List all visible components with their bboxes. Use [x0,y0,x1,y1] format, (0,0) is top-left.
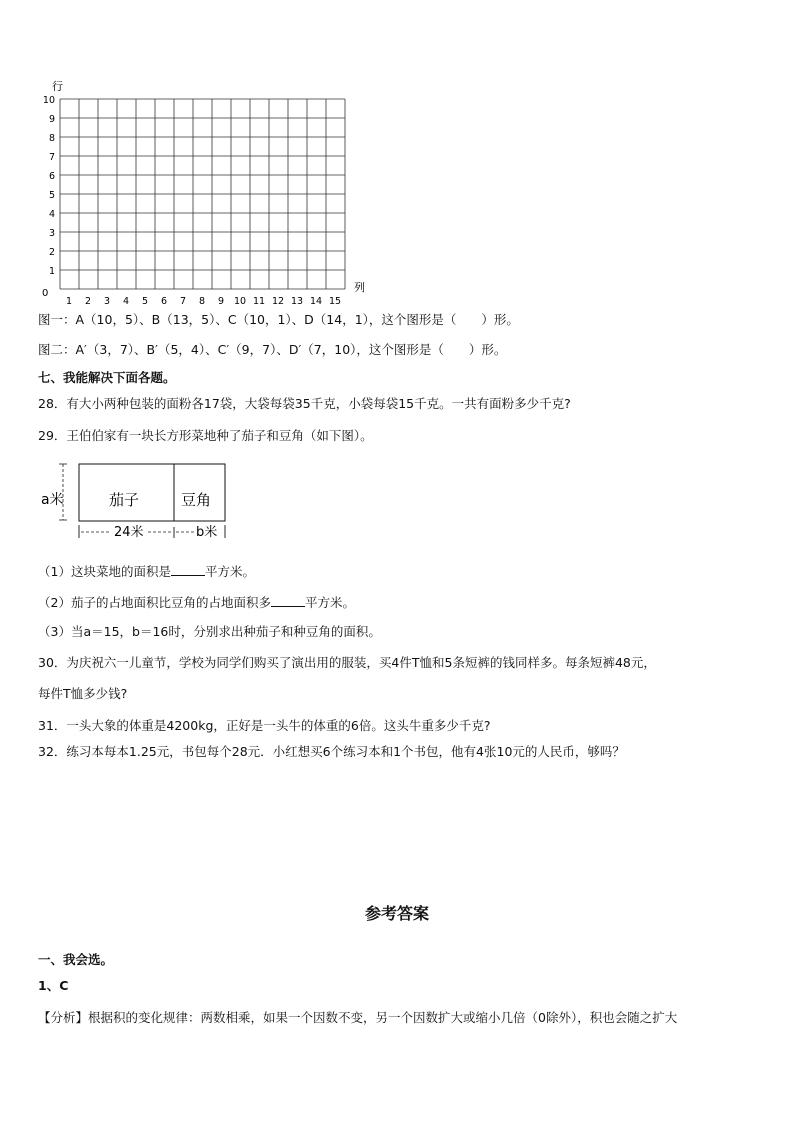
col-tick-label: 15 [328,296,342,304]
row-tick-label: 9 [48,114,55,125]
col-tick-label: 14 [309,296,323,304]
part-1-text: （1）这块菜地的面积是 [38,564,171,579]
answer-item-1: 1、C [38,978,69,993]
row-tick-label: 8 [48,133,55,144]
col-axis-label: 列 [354,281,365,294]
eggplant-plot-label: 茄子 [109,491,140,509]
question-30-line-1: 30．为庆祝六一儿童节，学校为同学们购买了演出用的服装，买4件T恤和5条短裤的钱同样多。每条短裤48元， [38,655,656,670]
part-1-unit: 平方米。 [204,564,255,579]
question-32: 32．练习本每本1.25元，书包每个28元．小红想买6个练习本和1个书包，他有4张10元的人民币，够吗？ [38,744,625,759]
vegetable-field-diagram [38,458,238,546]
row-axis-label: 行 [52,80,63,93]
col-tick-label: 9 [217,296,225,304]
question-29: 29．王伯伯家有一块长方形菜地种了茄子和豆角（如下图）。 [38,428,373,443]
answer-blank-2[interactable] [271,594,305,607]
figure-one-text: 图一：A（10，5）、B（13，5）、C（10，1）、D（14，1），这个图形是（ ）形。 [38,312,519,327]
col-tick-label: 10 [233,296,247,304]
col-tick-label: 1 [65,296,73,304]
question-29-part-1 [38,563,255,580]
row-tick-label: 10 [42,95,55,106]
answers-title: 参考答案 [364,904,429,923]
question-30-line-2: 每件T恤多少钱? [38,686,128,701]
answer-blank-1[interactable] [171,563,205,576]
col-tick-label: 3 [103,296,111,304]
col-tick-label: 7 [179,296,187,304]
bean-width-label: b米 [196,525,218,540]
col-tick-label: 4 [122,296,130,304]
col-tick-label: 5 [141,296,149,304]
question-28: 28．有大小两种包装的面粉各17袋，大袋每袋35千克，小袋每袋15千克。一共有面粉多少千克? [38,396,571,411]
eggplant-width-label: 24米 [114,525,144,540]
answers-section-one: 一、我会选。 [38,952,114,967]
question-29-part-2 [38,594,355,611]
row-tick-label: 2 [48,247,55,258]
grid-origin-label: 0 [42,288,49,299]
question-29-part-3: （3）当a＝15，b＝16时，分别求出种茄子和种豆角的面积。 [38,624,381,639]
bean-plot-label: 豆角 [181,491,212,509]
col-tick-label: 2 [84,296,92,304]
section-seven-heading: 七、我能解决下面各题。 [38,370,176,385]
row-tick-labels [43,95,55,277]
row-tick-label: 1 [48,266,55,277]
answer-analysis: 【分析】根据积的变化规律：两数相乘，如果一个因数不变，另一个因数扩大或缩小几倍（0除外），积也会随之扩大 [38,1010,678,1025]
col-tick-labels [66,296,341,304]
grid-lines [60,99,345,289]
part-2-unit: 平方米。 [304,595,355,610]
row-tick-label: 3 [48,228,55,239]
col-tick-label: 12 [271,296,285,304]
side-length-label: a米 [41,492,64,508]
part-2-text: （2）茄子的占地面积比豆角的占地面积多 [38,595,271,610]
row-tick-label: 5 [48,190,55,201]
figure-two-text: 图二：A′（3，7）、B′（5，4）、C′（9，7）、D′（7，10），这个图形是（ ）形。 [38,342,507,357]
row-tick-label: 7 [48,152,55,163]
col-tick-label: 6 [160,296,168,304]
row-tick-label: 6 [48,171,55,182]
row-tick-label: 4 [48,209,55,220]
col-tick-label: 11 [252,296,266,304]
coordinate-grid [30,74,380,304]
question-31: 31．一头大象的体重是4200kg，正好是一头牛的体重的6倍。这头牛重多少千克? [38,718,491,733]
col-tick-label: 13 [290,296,304,304]
col-tick-label: 8 [198,296,206,304]
